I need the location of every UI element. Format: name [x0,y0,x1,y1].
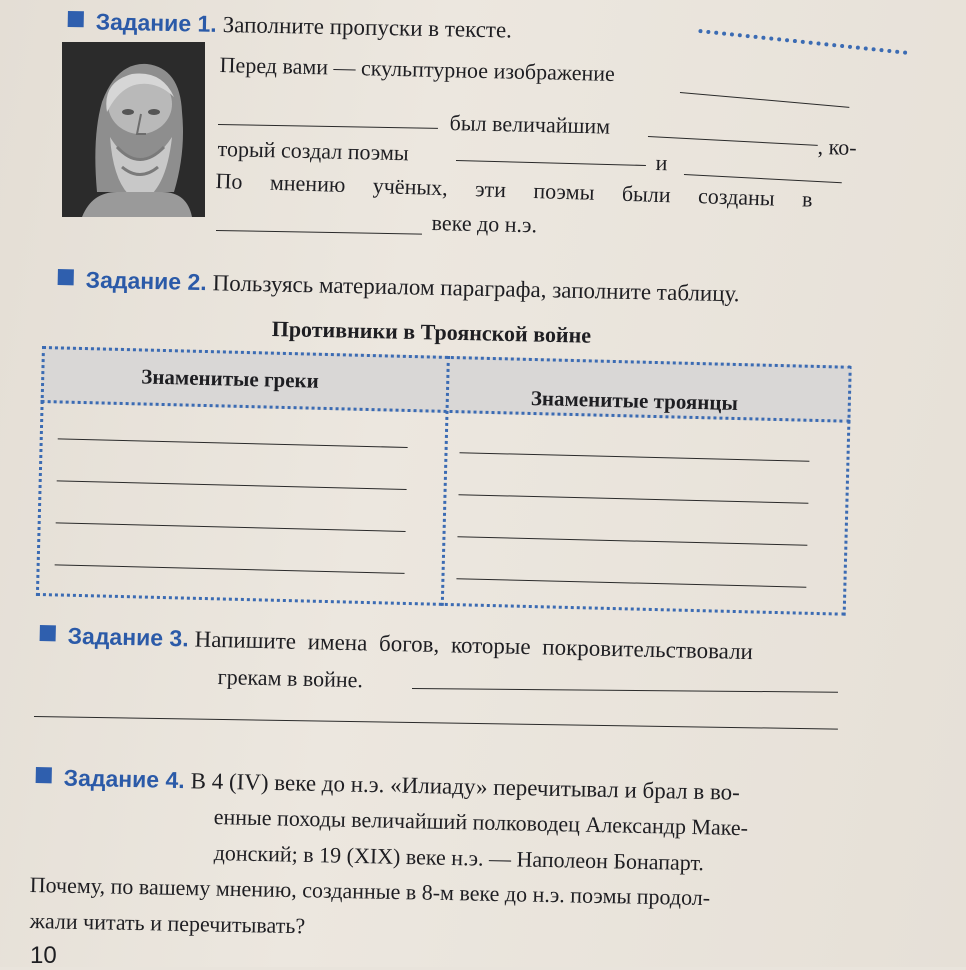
task4-question2: жали читать и перечитывать? [29,908,306,939]
task1-title: Заполните пропуски в тексте. [222,11,513,43]
square-bullet-icon [58,269,74,285]
task2-label: Задание 2. [85,266,207,296]
task4-question1: Почему, по вашему мнению, созданные в 8-м веке до н.э. поэмы продол- [29,872,711,911]
task1-line1: Перед вами — скульптурное изображение [219,52,616,86]
square-bullet-icon [68,11,84,27]
col-greeks: Знаменитые греки [140,364,320,393]
task4-line1: В 4 (IV) веке до н.э. «Илиаду» перечитывал и брал в во- [190,768,741,805]
task1-heading [67,8,512,44]
task3-label: Задание 3. [67,622,189,652]
homer-bust-image [62,42,205,217]
task1-line3: торый создал поэмы [217,136,410,166]
task3-heading [39,622,753,665]
task1-line4: По мнению учёных, эти поэмы были созданы в [215,168,813,212]
decorative-dots [698,0,911,55]
col-trojans: Знаменитые троянцы [530,385,739,416]
task1-line2-end: , ко- [817,134,857,160]
blank-poem2[interactable] [684,174,842,183]
opponents-table [36,346,852,616]
table-caption: Противники в Троянской войне [271,316,592,348]
task3-title-cont: грекам в войне. [217,664,364,693]
blank-name[interactable] [218,124,438,129]
page-number: 10 [30,942,57,969]
task4-label: Задание 4. [63,764,185,794]
task4-line3: донский; в 19 (XIX) веке н.э. — Наполеон Бонапарт. [213,840,705,876]
task2-heading [57,266,739,307]
blank-gods-1[interactable] [412,688,838,693]
task4-heading [35,764,740,806]
homer-bust-icon [62,42,205,217]
task1-label: Задание 1. [95,8,217,37]
blank-gods-2[interactable] [34,716,838,730]
task4-line2: енные походы величайший полководец Александр Маке- [213,804,749,841]
task3-title: Напишите имена богов, которые покровительствовали [194,626,754,665]
task1-line5: веке до н.э. [431,210,538,238]
blank-century[interactable] [216,230,422,235]
blank-poem1[interactable] [456,160,646,166]
blank-title[interactable] [648,136,818,146]
square-bullet-icon [40,625,56,641]
square-bullet-icon [36,767,52,783]
task1-line2: был величайшим [449,110,611,139]
blank-sculpture[interactable] [680,92,849,108]
task1-line3-and: и [655,150,668,176]
task2-title: Пользуясь материалом параграфа, заполните таблицу. [212,270,740,307]
